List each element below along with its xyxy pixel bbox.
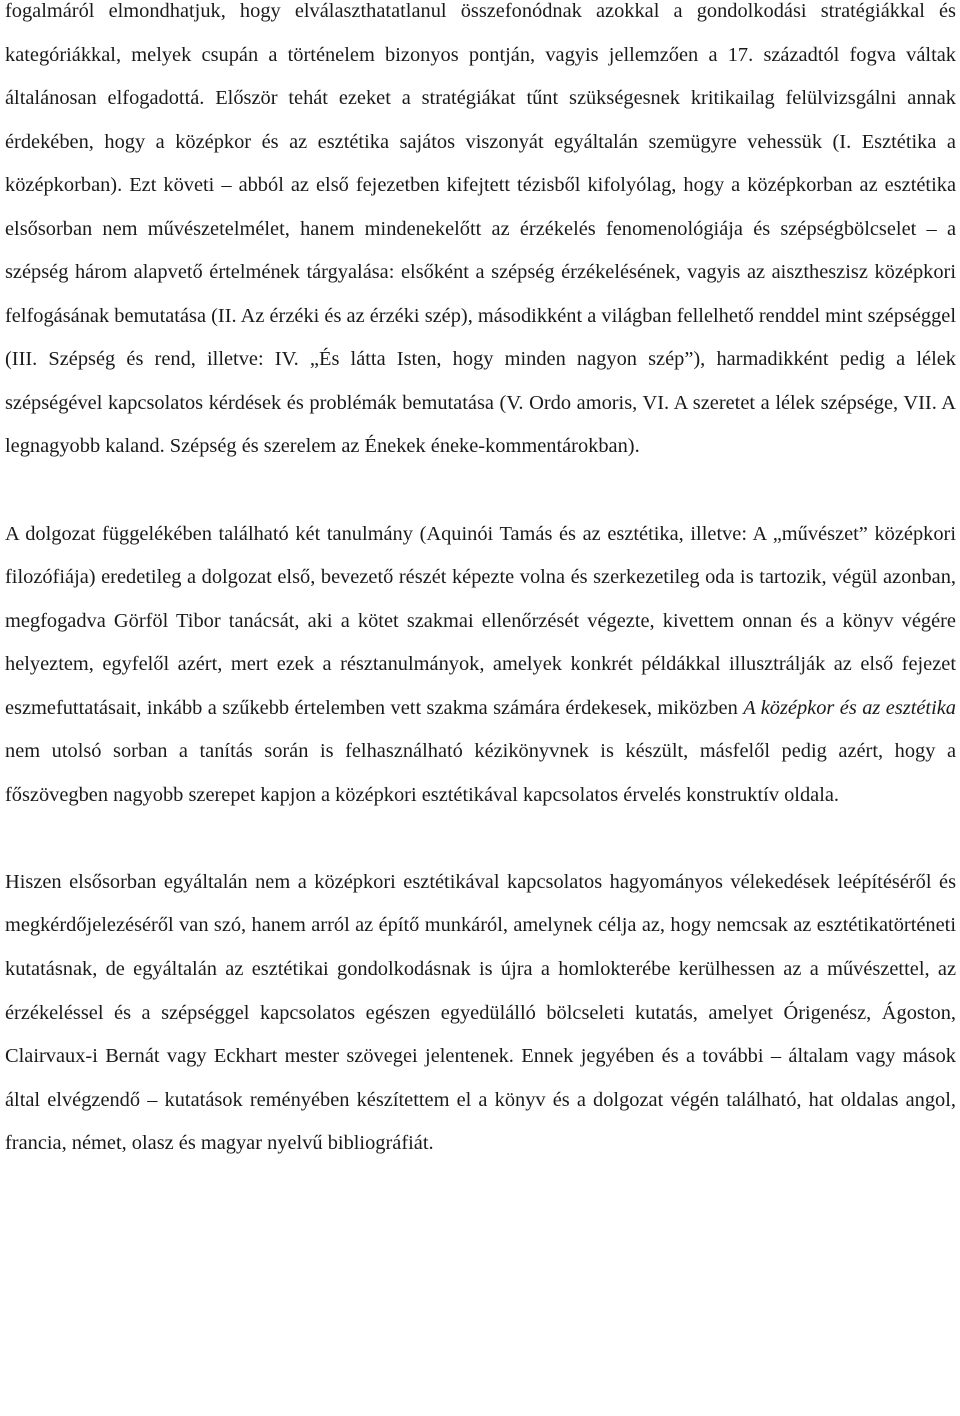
- paragraph-2-text-start: A dolgozat függelékében található két tanulmány (Aquinói Tamás és az esztétika, illetve: A „művészet” középkori filozófiája) eredetileg a dolgozat első, bevezető részét képezte volna és szerkezetileg oda is tartozik, végül azonban, megfogadva Görföl Tibor tanácsát, aki a kötet szakmai ellenőrzését végezte, kivettem onnan és a könyv végére helyeztem, egyfelől azért, mert ezek a résztanulmányok, amelyek konkrét példákkal illusztrálják az első fejezet eszmefuttatásait, inkább a szűkebb értelemben vett szakma számára érdekesek, miközben: [5, 522, 956, 719]
- paragraph-3: Hiszen elsősorban egyáltalán nem a középkori esztétikával kapcsolatos hagyományos vélekedések leépítéséről és megkérdőjelezéséről van szó, hanem arról az építő munkáról, amelynek célja az, hogy nemcsak az esztétikatörténeti kutatásnak, de egyáltalán az esztétikai gondolkodásnak is újra a homlokterébe kerülhessen az a művészettel, az érzékeléssel és a szépséggel kapcsolatos egészen egyedülálló bölcseleti kutatás, amelyet Órigenész, Ágoston, Clairvaux-i Bernát vagy Eckhart mester szövegei jelentenek. Ennek jegyében és a további – általam vagy mások által elvégzendő – kutatások reményében készítettem el a könyv és a dolgozat végén található, hat oldalas angol, francia, német, olasz és magyar nyelvű bibliográfiát.: [5, 870, 956, 1155]
- book-title-italic: A középkor és az esztétika: [743, 696, 956, 719]
- paragraph-2-text-end: nem utolsó sorban a tanítás során is felhasználható kézikönyvnek is készült, másfelől pedig azért, hogy a főszövegben nagyobb szerepet kapjon a középkori esztétikával kapcsolatos érvelés konstruktív oldala.: [5, 740, 956, 806]
- paragraph-1: fogalmáról elmondhatjuk, hogy elválaszthatatlanul összefonódnak azokkal a gondolkodási stratégiákkal és kategóriákkal, melyek csupán a történelem bizonyos pontján, vagyis jellemzően a 17. századtól fogva váltak általánosan elfogadottá. Először tehát ezeket a stratégiákat tűnt szükségesnek kritikailag felülvizsgálni annak érdekében, hogy a középkor és az esztétika sajátos viszonyát egyáltalán szemügyre vehessük (I. Esztétika a középkorban). Ezt követi – abból az első fejezetben kifejtett tézisből kifolyólag, hogy a középkorban az esztétika elsősorban nem művészetelmélet, hanem mindenekelőtt az érzékelés fenomenológiája és szépségbölcselet – a szépség három alapvető értelmének tárgyalása: elsőként a szépség érzékelésének, vagyis az aisztheszisz középkori felfogásának bemutatása (II. Az érzéki és az érzéki szép), másodikként a világban fellelhető renddel mint szépséggel (III. Szépség és rend, illetve: IV. „És látta Isten, hogy minden nagyon szép”), harmadikként pedig a lélek szépségével kapcsolatos kérdések és problémák bemutatása (V. Ordo amoris, VI. A szeretet a lélek szépsége, VII. A legnagyobb kaland. Szépség és szerelem az Énekek éneke-kommentárokban).: [5, 0, 956, 458]
- paragraph-2: [5, 513, 956, 818]
